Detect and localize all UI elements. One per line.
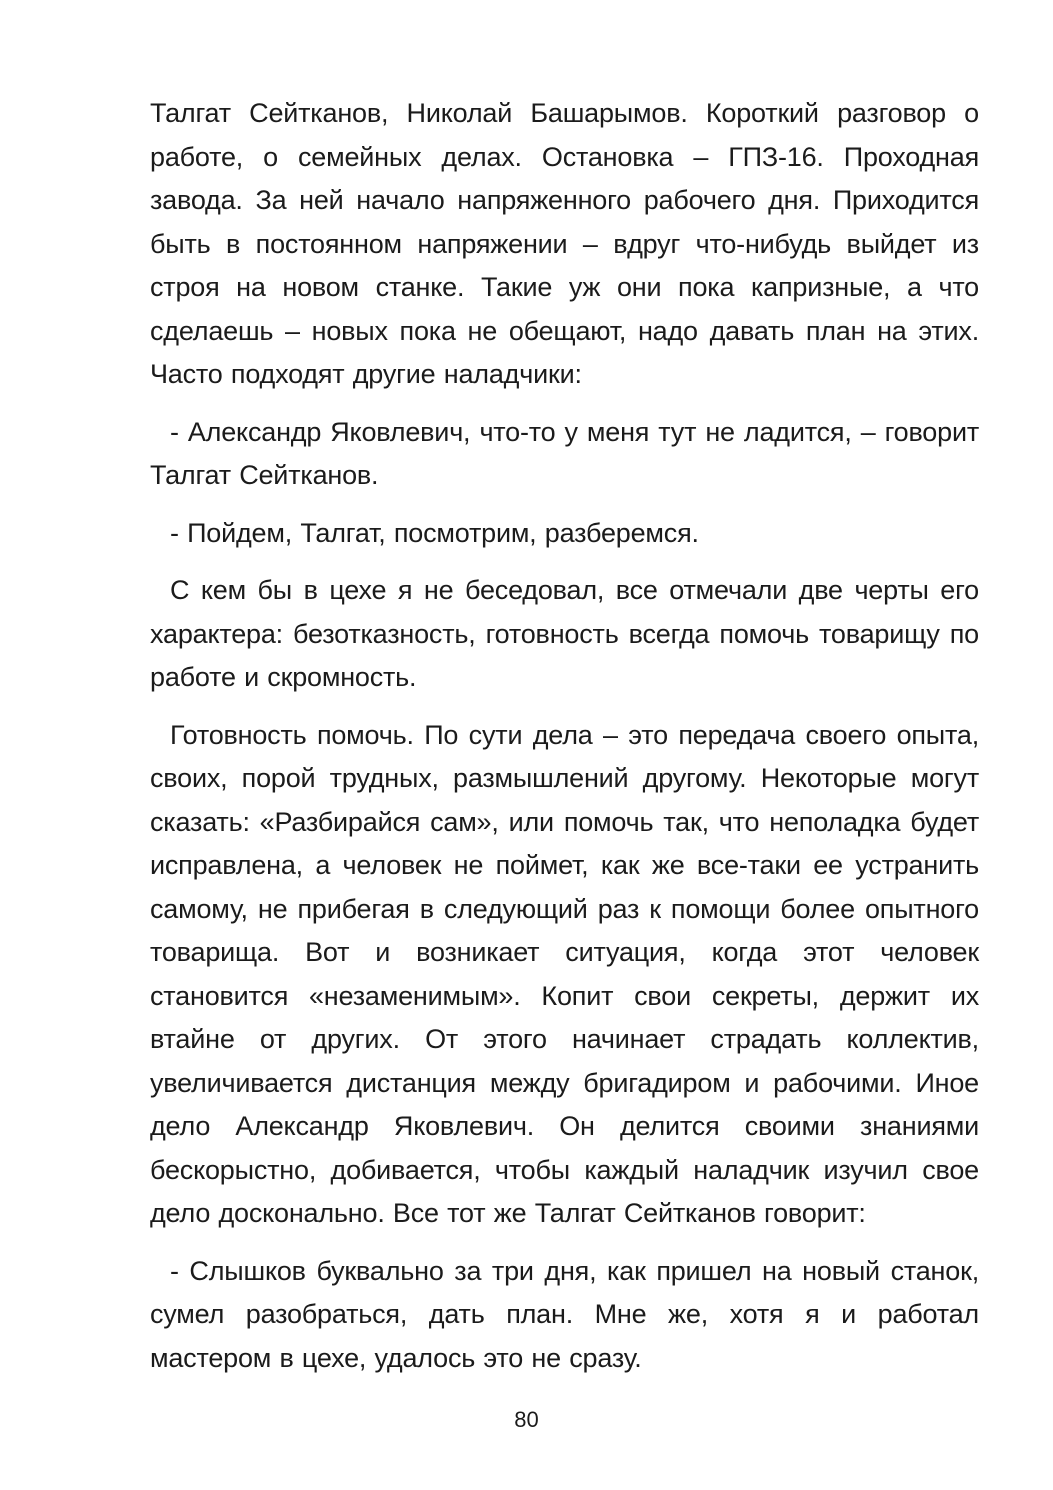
paragraph-4: С кем бы в цехе я не беседовал, все отмечали две черты его характера: безотказность, готовность всегда помочь товарищу по работе и скромность. [150,575,979,692]
paragraph-5: Готовность помочь. По сути дела – это передача своего опыта, своих, порой трудных, размышлений другому. Некоторые могут сказать: «Разбирайся сам», или помочь так, что неполадка будет исправлена, а человек не поймет, как же все-таки ее устранить самому, не прибегая в следующий раз к помощи более опытного товарища. Вот и возникает ситуация, когда этот человек становится «незаменимым». Копит свои секреты, держит их втайне от других. От этого начинает страдать коллектив, увеличивается дистанция между бригадиром и рабочими. Иное дело Александр Яковлевич. Он делится своими знаниями бескорыстно, добивается, чтобы каждый наладчик изучил свое дело досконально. Все тот же Талгат Сейтканов говорит: [150,719,979,1228]
paragraph-2-dialogue: - Александр Яковлевич, что-то у меня тут не ладится, – говорит Талгат Сейтканов. [150,416,979,490]
page-footer [0,1406,1053,1434]
paragraph-6-dialogue: - Слышков буквально за три дня, как пришел на новый станок, сумел разобраться, дать план. Мне же, хотя я и работал мастером в цехе, удалось это не сразу. [150,1255,979,1373]
paragraph-1: Талгат Сейтканов, Николай Башарымов. Короткий разговор о работе, о семейных делах. Остановка – ГПЗ-16. Проходная завода. За ней начало напряженного рабочего дня. Приходится быть в постоянном напряжении – вдруг что-нибудь выйдет из строя на новом станке. Такие уж они пока капризные, а что сделаешь – новых пока не обещают, надо давать план на этих. Часто подходят другие наладчики: [150,98,979,389]
page-number: 80 [514,1407,539,1432]
text-block [150,92,979,1380]
paragraph-3-dialogue: - Пойдем, Талгат, посмотрим, разберемся. [170,517,699,548]
